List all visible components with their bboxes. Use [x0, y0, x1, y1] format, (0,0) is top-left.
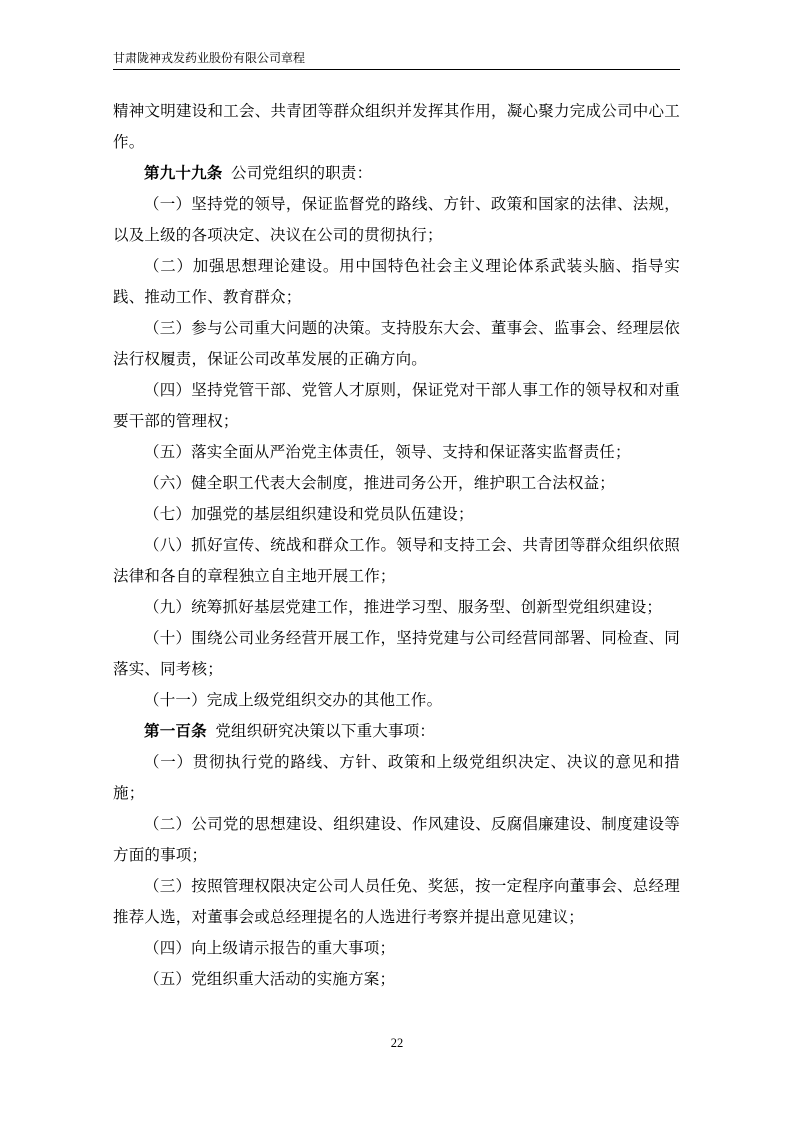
article-99-item-5: （五）落实全面从严治党主体责任，领导、支持和保证落实监督责任；: [144, 444, 631, 461]
article-99-item-8: （八）抓好宣传、统战和群众工作。领导和支持工会、共青团等群众组织依照法律和各自的章程独立自主地开展工作；: [113, 537, 680, 585]
article-99-item-6: （六）健全职工代表大会制度，推进司务公开，维护职工合法权益；: [144, 475, 616, 492]
article-100-item-1: （一）贯彻执行党的路线、方针、政策和上级党组织决定、决议的意见和措施；: [113, 754, 680, 802]
article-100-number: 第一百条: [144, 723, 207, 740]
article-99-item-7: （七）加强党的基层组织建设和党员队伍建设；: [144, 506, 474, 523]
document-body: [113, 96, 680, 995]
article-99-item-1: （一）坚持党的领导，保证监督党的路线、方针、政策和国家的法律、法规，以及上级的各项决定、决议在公司的贯彻执行；: [113, 196, 680, 244]
article-99-item-3: （三）参与公司重大问题的决策。支持股东大会、董事会、监事会、经理层依法行权履责，保证公司改革发展的正确方向。: [113, 320, 680, 368]
article-99-item-2: （二）加强思想理论建设。用中国特色社会主义理论体系武装头脑、指导实践、推动工作、教育群众；: [113, 258, 680, 306]
article-99-item-11: （十一）完成上级党组织交办的其他工作。: [144, 692, 443, 709]
page-number: 22: [390, 1036, 404, 1050]
article-99-item-9: （九）统筹抓好基层党建工作，推进学习型、服务型、创新型党组织建设；: [144, 599, 663, 616]
article-99-item-4: （四）坚持党管干部、党管人才原则，保证党对干部人事工作的领导权和对重要干部的管理权；: [113, 382, 680, 430]
article-100-item-3: （三）按照管理权限决定公司人员任免、奖惩，按一定程序向董事会、总经理推荐人选，对董事会或总经理提名的人选进行考察并提出意见建议；: [113, 878, 680, 926]
page-footer: [0, 1036, 794, 1051]
page-header: [113, 50, 680, 70]
article-99-title: 公司党组织的职责：: [231, 165, 373, 182]
article-99-item-10: （十）围绕公司业务经营开展工作，坚持党建与公司经营同部署、同检查、同落实、同考核；: [113, 630, 680, 678]
article-100-heading: [113, 716, 680, 747]
article-100-item-2: （二）公司党的思想建设、组织建设、作风建设、反腐倡廉建设、制度建设等方面的事项；: [113, 816, 680, 864]
header-title: 甘肃陇神戎发药业股份有限公司章程: [113, 51, 306, 65]
article-99-number: 第九十九条: [144, 165, 223, 182]
article-100-title: 党组织研究决策以下重大事项：: [215, 723, 436, 740]
article-99-heading: [113, 158, 680, 189]
article-100-item-4: （四）向上级请示报告的重大事项；: [144, 940, 396, 957]
paragraph-continuation: 精神文明建设和工会、共青团等群众组织并发挥其作用，凝心聚力完成公司中心工作。: [113, 103, 680, 151]
article-100-item-5: （五）党组织重大活动的实施方案；: [144, 971, 396, 988]
